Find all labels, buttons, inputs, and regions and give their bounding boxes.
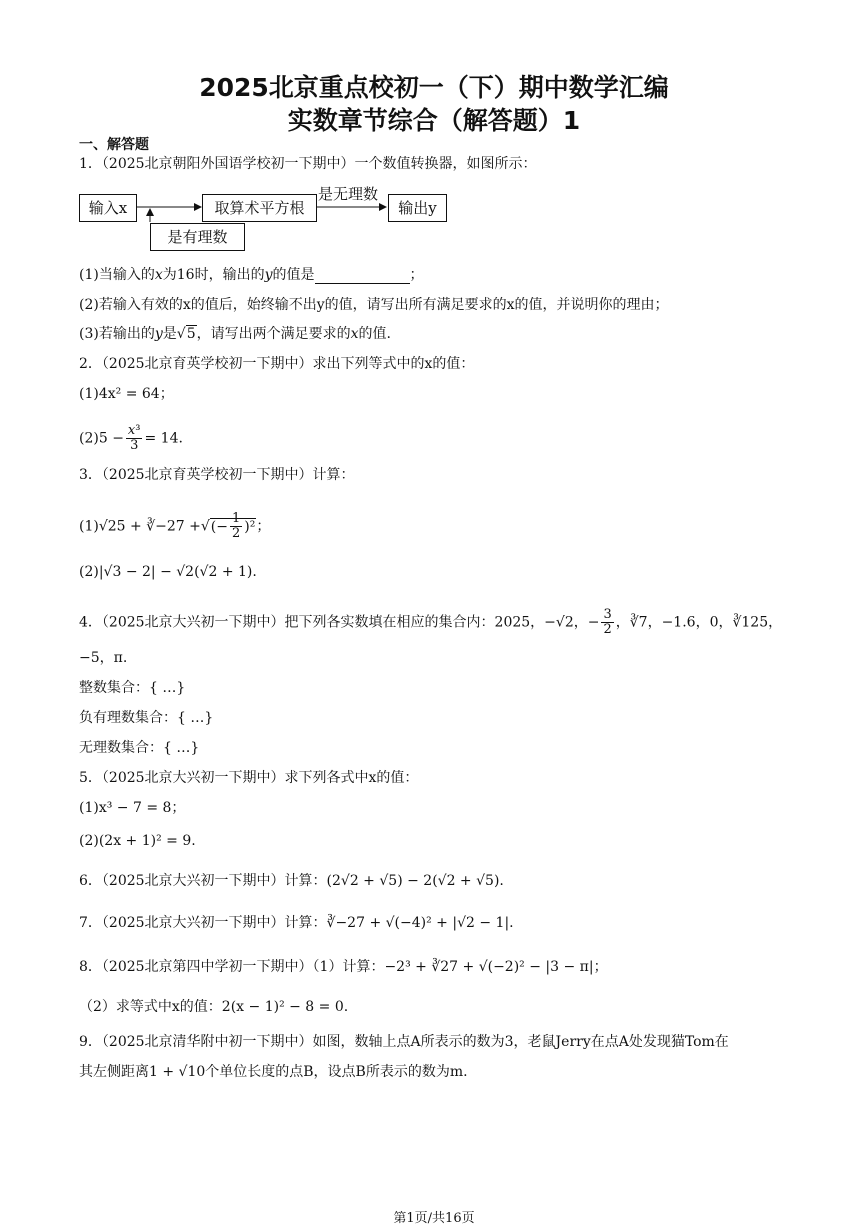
q5-part1: (1)x³ − 7 = 8；	[79, 800, 186, 816]
process-box: 取算术平方根	[202, 194, 317, 222]
page-footer: 第1页/共16页	[393, 1211, 475, 1226]
q8-part1: 8．（2025北京第四中学初一下期中）（1）计算：−2³ + ∛27 + √(−2)² − |3 − π|；	[79, 959, 608, 975]
q1-part3: (3)若输出的y是√5，请写出两个满足要求的x的值.	[79, 326, 391, 342]
q2-intro: 2．（2025北京育英学校初一下期中）求出下列等式中的x的值：	[79, 356, 475, 372]
q2-part1: (1)4x² = 64；	[79, 386, 174, 402]
q3-intro: 3．（2025北京育英学校初一下期中）计算：	[79, 467, 355, 483]
q9-line2: 其左侧距离1 + √10个单位长度的点B，设点B所表示的数为m.	[79, 1064, 468, 1080]
q4-set-integers: 整数集合：{ …}	[79, 680, 186, 696]
q1-part2: (2)若输入有效的x的值后，始终输不出y的值，请写出所有满足要求的x的值，并说明你的理由；	[79, 297, 669, 313]
section-heading: 一、解答题	[79, 137, 149, 153]
rational-box: 是有理数	[150, 223, 245, 251]
q3-part2: (2)|√3 − 2| − √2(√2 + 1).	[79, 564, 257, 580]
q5-part2: (2)(2x + 1)² = 9.	[79, 833, 196, 849]
q5-intro: 5．（2025北京大兴初一下期中）求下列各式中x的值：	[79, 770, 419, 786]
q6-text: 6．（2025北京大兴初一下期中）计算：(2√2 + √5) − 2(√2 + √5).	[79, 873, 504, 889]
irrational-label: 是无理数	[318, 185, 379, 203]
q1-intro: 1．（2025北京朝阳外国语学校初一下期中）一个数值转换器，如图所示：	[79, 156, 537, 172]
q4-set-irrationals: 无理数集合：{ …}	[79, 740, 200, 756]
q8-part2: （2）求等式中x的值：2(x − 1)² − 8 = 0.	[79, 999, 349, 1015]
answer-blank	[315, 269, 410, 284]
q7-text: 7．（2025北京大兴初一下期中）计算：∛−27 + √(−4)² + |√2 − 1|.	[79, 915, 514, 931]
page-subtitle: 实数章节综合（解答题）1	[287, 106, 581, 135]
output-box: 输出y	[388, 194, 447, 222]
q1-part1: (1)当输入的x为16时，输出的y的值是 ；	[79, 267, 424, 283]
q4-intro: 4．（2025北京大兴初一下期中）把下列各实数填在相应的集合内：2025，−√2，− $\frac{3}{2}$ ，∛7，−1.6，0，∛125，	[79, 607, 783, 637]
q2-part2: (2)5 − $\frac{\text{x³}}{3}$ = 14.	[79, 423, 183, 453]
input-box: 输入x	[79, 194, 137, 222]
q3-part1: (1)√25 + ∛−27 +√(− $\frac{1}{2}$ )²；	[79, 511, 271, 541]
q4-set-negative-rationals: 负有理数集合：{ …}	[79, 710, 214, 726]
q4-numbers-cont: −5，π.	[79, 650, 128, 666]
q9-line1: 9．（2025北京清华附中初一下期中）如图，数轴上点A所表示的数为3，老鼠Jerry在点A处发现猫Tom在	[79, 1034, 729, 1050]
page-title: 2025北京重点校初一（下）期中数学汇编	[199, 73, 669, 102]
